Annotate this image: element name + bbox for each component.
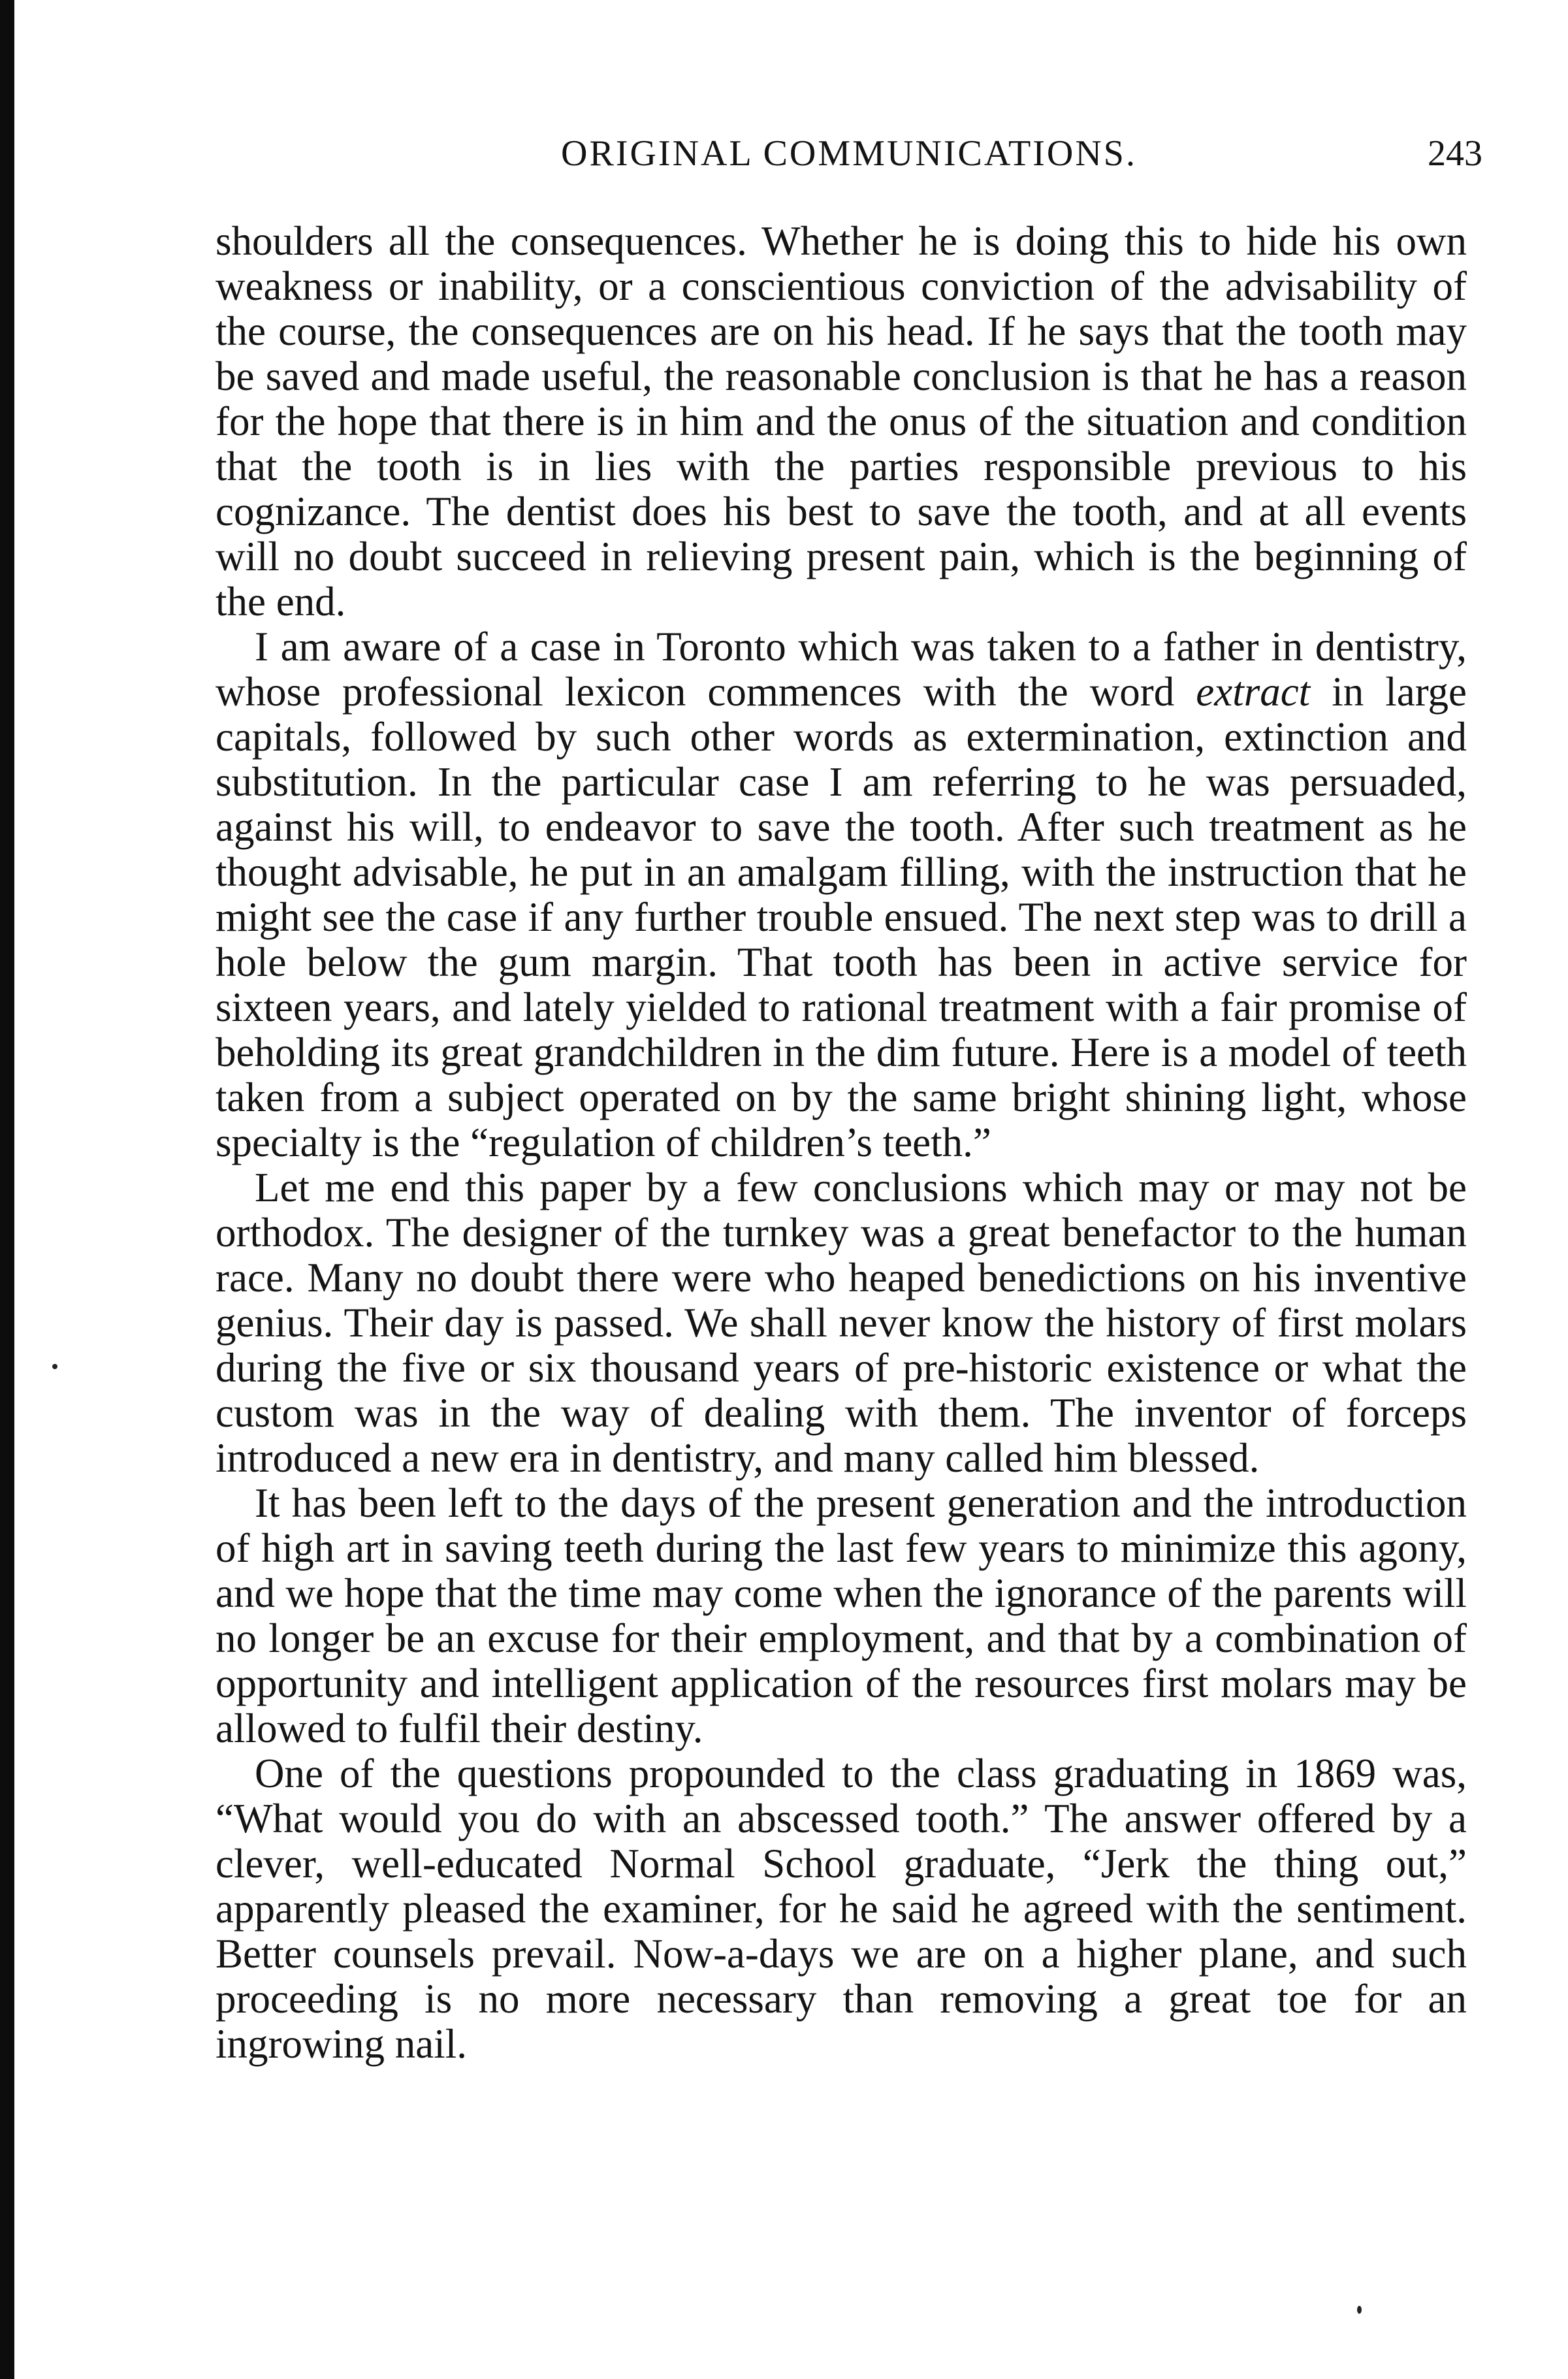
paragraph-text: in large capitals, followed by such other words as extermination, extinction and substitution. In the particular case I am referring to he was persuaded, against his will, to endeavor to save the tooth. After such treatment as he thought advisable, he put in an amalgam filling, with the instruction that he might see the case if any further trouble ensued. The next step was to drill a hole below the gum margin. That tooth has been in active service for sixteen years, and lately yielded to rational treatment with a fair promise of beholding its great grandchildren in the dim future. Here is a model of teeth taken from a subject operated on by the same bright shining light, whose specialty is the “regulation of children’s teeth.” [216,669,1467,1165]
article-body [216,219,1467,2067]
italic-term: extract [1196,669,1311,715]
paragraph [216,624,1467,1165]
scan-speck [52,1364,57,1369]
paragraph-text: It has been left to the days of the present generation and the introduction of high art in saving teeth during the last few years to minimize this agony, and we hope that the time may come when the ignorance of the parents will no longer be an excuse for their employment, and that by a combination of opportunity and intelligent application of the resources first molars may be allowed to fulfil their destiny. [216,1480,1467,1751]
scan-edge-bar [0,0,14,2379]
page-header [216,127,1482,180]
running-head: ORIGINAL COMMUNICATIONS. [561,133,1137,174]
page-number: 243 [1428,133,1482,174]
paragraph [216,1165,1467,1481]
paragraph-text: One of the questions propounded to the class graduating in 1869 was, “What would you do with an abscessed tooth.” The answer offered by a clever, well-educated Normal School graduate, “Jerk the thing out,” apparently pleased the examiner, for he said he agreed with the sentiment. Better counsels prevail. Now-a-days we are on a higher plane, and such proceeding is no more necessary than removing a great toe for an ingrowing nail. [216,1751,1467,2067]
paragraph-text: Let me end this paper by a few conclusions which may or may not be orthodox. The designer of the turnkey was a great benefactor to the human race. Many no doubt there were who heaped benedictions on his inventive genius. Their day is passed. We shall never know the history of first molars during the five or six thousand years of pre-historic existence or what the custom was in the way of dealing with them. The inventor of forceps introduced a new era in dentistry, and many called him blessed. [216,1165,1467,1481]
paragraph [216,1751,1467,2067]
scan-speck [1357,2306,1362,2314]
paragraph-text: shoulders all the consequences. Whether he is doing this to hide his own weakness or inability, or a conscientious conviction of the advisability of the course, the consequences are on his head. If he says that the tooth may be saved and made useful, the reasonable conclusion is that he has a reason for the hope that there is in him and the onus of the situation and condition that the tooth is in lies with the parties responsible previous to his cognizance. The dentist does his best to save the tooth, and at all events will no doubt succeed in relieving present pain, which is the beginning of the end. [216,218,1467,624]
paragraph [216,219,1467,624]
paragraph-text: I am aware of a case in Toronto which was taken to a father in dentistry, whose professional lexicon commences with the word [216,624,1467,715]
paragraph [216,1481,1467,1751]
